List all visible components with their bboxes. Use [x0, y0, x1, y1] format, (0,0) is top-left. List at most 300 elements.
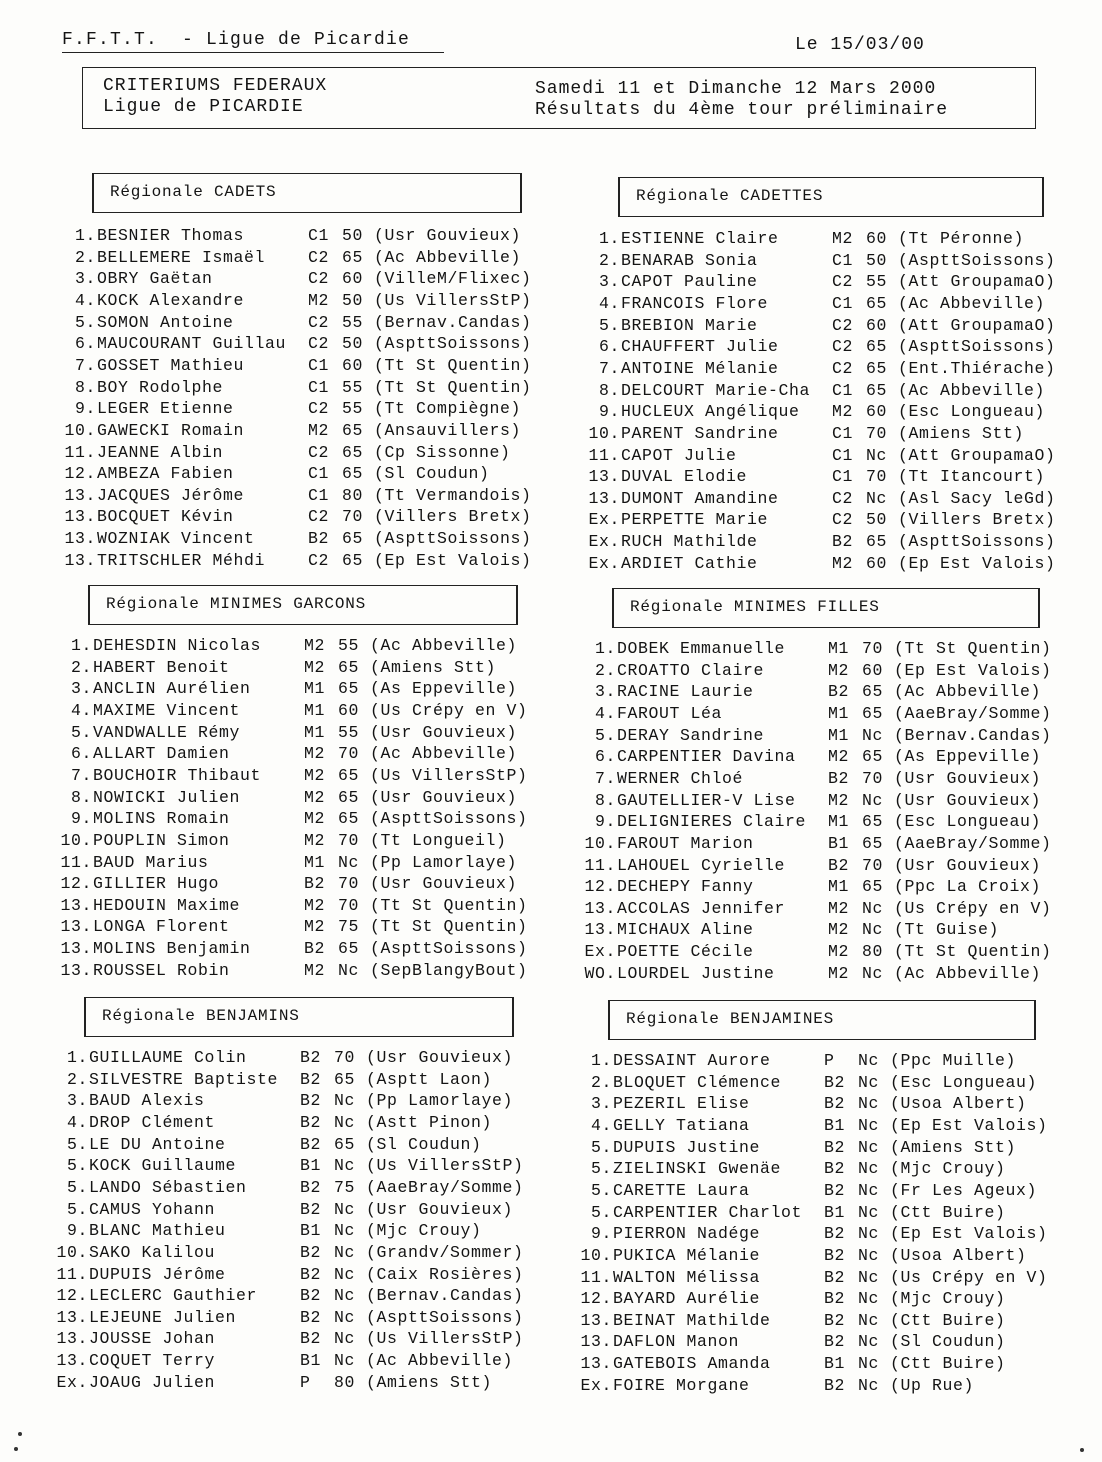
result-row — [584, 251, 1064, 273]
rank: 13. — [584, 898, 616, 918]
points: 65 — [342, 420, 364, 440]
club: (Tt Compiègne) — [374, 399, 522, 419]
club: (Up Rue) — [890, 1375, 975, 1395]
result-row — [60, 421, 540, 443]
category: M2 — [828, 963, 850, 983]
rank: 9. — [66, 1221, 88, 1241]
competition-title: CRITERIUMS FEDERAUX — [103, 76, 328, 96]
points: Nc — [334, 1156, 356, 1176]
category: B2 — [828, 855, 850, 875]
category: B2 — [304, 874, 326, 894]
player-name: BELLEMERE Ismaël — [97, 247, 266, 267]
club: (AspttSoissons) — [898, 250, 1056, 270]
result-row — [576, 1051, 1056, 1073]
category: M2 — [304, 744, 326, 764]
club: (Ep Est Valois) — [890, 1224, 1048, 1244]
category: C2 — [832, 315, 854, 335]
result-row — [52, 1286, 532, 1308]
rank: 13. — [60, 960, 92, 980]
rank: 4. — [590, 1115, 612, 1135]
rank: 5. — [66, 1177, 88, 1197]
points: 55 — [342, 377, 364, 397]
category: M2 — [304, 657, 326, 677]
player-name: ACCOLAS Jennifer — [617, 898, 786, 918]
rank: 4. — [66, 1112, 88, 1132]
rank: 7. — [70, 765, 92, 785]
club: (Amiens Stt) — [890, 1137, 1017, 1157]
player-name: BAUD Marius — [93, 852, 209, 872]
rank: 2. — [594, 660, 616, 680]
club: (Ep Est Valois) — [894, 660, 1052, 680]
rank: 10. — [584, 833, 616, 853]
category: B2 — [824, 1375, 846, 1395]
result-row — [576, 1289, 1056, 1311]
result-row — [584, 229, 1064, 251]
result-row — [580, 747, 1060, 769]
points: Nc — [862, 963, 884, 983]
category: M1 — [828, 703, 850, 723]
player-name: ALLART Damien — [93, 744, 230, 764]
points: 60 — [866, 229, 888, 248]
club: (Amiens Stt) — [366, 1372, 493, 1392]
club: (Tt St Quentin) — [894, 942, 1052, 962]
result-row — [580, 834, 1060, 856]
club: (Usr Gouvieux) — [894, 790, 1042, 810]
rank: 6. — [70, 744, 92, 764]
club: (AspttSoissons) — [366, 1307, 524, 1327]
player-name: DUPUIS Jérôme — [89, 1264, 226, 1284]
category: B2 — [304, 939, 326, 959]
club: (Us VillersStP) — [374, 290, 532, 310]
club: (Ac Abbeville) — [898, 380, 1046, 400]
player-name: PERPETTE Marie — [621, 510, 769, 530]
player-name: DECHEPY Fanny — [617, 877, 754, 897]
points: 65 — [866, 380, 888, 400]
category: C1 — [832, 467, 854, 487]
player-name: BEINAT Mathilde — [613, 1310, 771, 1330]
points: 70 — [338, 895, 360, 915]
club: (Pp Lamorlaye) — [366, 1091, 514, 1111]
rank: 10. — [60, 830, 92, 850]
category: M1 — [304, 852, 326, 872]
category: B2 — [300, 1048, 322, 1067]
result-row — [52, 1178, 532, 1200]
player-name: BENARAB Sonia — [621, 250, 758, 270]
points: Nc — [334, 1221, 356, 1241]
category: M2 — [832, 553, 854, 573]
points: 65 — [862, 877, 884, 897]
rank: 12. — [56, 1286, 88, 1306]
result-row — [576, 1246, 1056, 1268]
club: (Bernav.Candas) — [894, 725, 1052, 745]
points: Nc — [858, 1115, 880, 1135]
category: B2 — [824, 1159, 846, 1179]
rank: 8. — [70, 787, 92, 807]
category: B2 — [300, 1199, 322, 1219]
result-row — [60, 507, 540, 529]
club: (VilleM/Flixec) — [374, 269, 532, 289]
category: B2 — [824, 1180, 846, 1200]
category: C2 — [308, 334, 330, 354]
rank: 8. — [598, 380, 620, 400]
category: M1 — [828, 877, 850, 897]
result-row — [584, 316, 1064, 338]
player-name: LE DU Antoine — [89, 1134, 226, 1154]
points: Nc — [858, 1202, 880, 1222]
points: 65 — [338, 657, 360, 677]
points: 70 — [338, 874, 360, 894]
player-name: ANCLIN Aurélien — [93, 679, 251, 699]
result-row — [56, 874, 536, 896]
player-name: JACQUES Jérôme — [97, 485, 245, 505]
result-row — [52, 1156, 532, 1178]
category: M2 — [308, 290, 330, 310]
rank: 5. — [74, 312, 96, 332]
rank: 1. — [594, 639, 616, 658]
points: 70 — [338, 830, 360, 850]
club: (Ep Est Valois) — [374, 550, 532, 570]
category: B1 — [300, 1156, 322, 1176]
rank: 8. — [594, 790, 616, 810]
player-name: LONGA Florent — [93, 917, 230, 937]
category: C2 — [832, 337, 854, 357]
result-row — [56, 701, 536, 723]
rank: 2. — [598, 250, 620, 270]
points: Nc — [858, 1310, 880, 1330]
player-name: PEZERIL Elise — [613, 1094, 750, 1114]
rank: 13. — [580, 1354, 612, 1374]
club: (Usr Gouvieux) — [366, 1048, 514, 1067]
category: M2 — [828, 747, 850, 767]
result-row — [576, 1268, 1056, 1290]
club: (Tt St Quentin) — [894, 639, 1052, 658]
points: 65 — [862, 812, 884, 832]
club: (Sl Coudun) — [890, 1332, 1006, 1352]
club: (Att GroupamaO) — [898, 272, 1056, 292]
points: Nc — [338, 852, 360, 872]
club: (Tt St Quentin) — [374, 377, 532, 397]
points: 80 — [342, 485, 364, 505]
player-name: BAUD Alexis — [89, 1091, 205, 1111]
rank: 13. — [60, 917, 92, 937]
result-row — [576, 1354, 1056, 1376]
category: B2 — [300, 1112, 322, 1132]
player-name: HUCLEUX Angélique — [621, 402, 800, 422]
category: M2 — [828, 790, 850, 810]
result-row — [60, 291, 540, 313]
player-name: FRANCOIS Flore — [621, 293, 769, 313]
player-name: CARETTE Laura — [613, 1180, 750, 1200]
player-name: SOMON Antoine — [97, 312, 234, 332]
category: B1 — [824, 1202, 846, 1222]
club: (Ansauvillers) — [374, 420, 522, 440]
club: (Usr Gouvieux) — [370, 787, 518, 807]
player-name: POUPLIN Simon — [93, 830, 230, 850]
player-name: GUILLAUME Colin — [89, 1048, 247, 1067]
player-name: LAHOUEL Cyrielle — [617, 855, 786, 875]
rank: 7. — [594, 768, 616, 788]
rank: 13. — [56, 1307, 88, 1327]
points: 70 — [862, 639, 884, 658]
player-name: LANDO Sébastien — [89, 1177, 247, 1197]
rank: 5. — [66, 1134, 88, 1154]
result-row — [56, 766, 536, 788]
club: (Tt St Quentin) — [370, 917, 528, 937]
result-row — [580, 769, 1060, 791]
category: M2 — [308, 420, 330, 440]
club: (Ac Abbeville) — [370, 636, 518, 655]
player-name: LOURDEL Justine — [617, 963, 775, 983]
club: (Ac Abbeville) — [898, 293, 1046, 313]
points: 65 — [342, 464, 364, 484]
category: M2 — [304, 809, 326, 829]
points: Nc — [858, 1051, 880, 1070]
club: (As Eppeville) — [370, 679, 518, 699]
result-row — [60, 334, 540, 356]
result-row — [580, 704, 1060, 726]
rank: 1. — [590, 1051, 612, 1070]
document-date: Le 15/03/00 — [795, 35, 925, 55]
result-row — [56, 679, 536, 701]
points: 75 — [334, 1177, 356, 1197]
club: (Ep Est Valois) — [890, 1115, 1048, 1135]
result-row — [576, 1181, 1056, 1203]
club: (Esc Longueau) — [890, 1072, 1038, 1092]
club: (Usoa Albert) — [890, 1245, 1027, 1265]
club: (AaeBray/Somme) — [894, 833, 1052, 853]
result-row — [580, 877, 1060, 899]
rank: 13. — [60, 939, 92, 959]
club: (Bernav.Candas) — [374, 312, 532, 332]
result-row — [52, 1070, 532, 1092]
club: (Usr Gouvieux) — [370, 722, 518, 742]
event-dates: Samedi 11 et Dimanche 12 Mars 2000 — [535, 79, 937, 99]
category: C1 — [308, 464, 330, 484]
category: C1 — [832, 293, 854, 313]
points: 70 — [334, 1048, 356, 1067]
club: (Ppc Muille) — [890, 1051, 1017, 1070]
player-name: ANTOINE Mélanie — [621, 358, 779, 378]
club: (Ac Abbeville) — [894, 963, 1042, 983]
result-row — [580, 661, 1060, 683]
player-name: KOCK Guillaume — [89, 1156, 237, 1176]
player-name: MAXIME Vincent — [93, 700, 241, 720]
points: 55 — [338, 722, 360, 742]
section-header — [608, 1000, 1036, 1040]
category: C1 — [308, 355, 330, 375]
player-name: DESSAINT Aurore — [613, 1051, 771, 1070]
club: (Pp Lamorlaye) — [370, 852, 518, 872]
points: Nc — [334, 1242, 356, 1262]
result-row — [52, 1135, 532, 1157]
result-row — [52, 1243, 532, 1265]
points: 70 — [342, 507, 364, 527]
points: 55 — [338, 636, 360, 655]
result-row — [584, 294, 1064, 316]
club: (Usr Gouvieux) — [894, 768, 1042, 788]
player-name: RUCH Mathilde — [621, 532, 758, 552]
club: (Att GroupamaO) — [898, 315, 1056, 335]
category: B2 — [300, 1091, 322, 1111]
club: (Us VillersStP) — [370, 765, 528, 785]
player-name: BLANC Mathieu — [89, 1221, 226, 1241]
player-name: FOIRE Morgane — [613, 1375, 750, 1395]
points: Nc — [334, 1264, 356, 1284]
points: Nc — [858, 1137, 880, 1157]
points: 50 — [866, 510, 888, 530]
club: (Ctt Buire) — [890, 1202, 1006, 1222]
points: 65 — [334, 1134, 356, 1154]
points: 65 — [866, 293, 888, 313]
result-row — [580, 964, 1060, 986]
result-row — [56, 788, 536, 810]
title-banner — [82, 67, 1036, 129]
rank: 12. — [64, 464, 96, 484]
rank: 7. — [598, 358, 620, 378]
player-name: BOY Rodolphe — [97, 377, 224, 397]
club: (AspttSoissons) — [898, 337, 1056, 357]
result-row — [584, 359, 1064, 381]
club: (Ac Abbeville) — [366, 1351, 514, 1371]
player-name: DUPUIS Justine — [613, 1137, 761, 1157]
category: C2 — [308, 507, 330, 527]
player-name: PARENT Sandrine — [621, 423, 779, 443]
points: 75 — [338, 917, 360, 937]
rank: 13. — [580, 1310, 612, 1330]
club: (Ppc La Croix) — [894, 877, 1042, 897]
result-row — [60, 313, 540, 335]
section-title: Régionale MINIMES GARCONS — [106, 595, 367, 613]
club: (Mjc Crouy) — [366, 1221, 482, 1241]
rank: 5. — [66, 1199, 88, 1219]
result-row — [580, 682, 1060, 704]
rank: 4. — [74, 290, 96, 310]
result-row — [584, 272, 1064, 294]
category: C1 — [308, 485, 330, 505]
result-row — [60, 486, 540, 508]
result-row — [52, 1113, 532, 1135]
scan-speck — [1080, 1448, 1084, 1452]
club: (Caix Rosières) — [366, 1264, 524, 1284]
section-header — [618, 177, 1044, 217]
club: (AspttSoissons) — [370, 809, 528, 829]
result-row — [576, 1311, 1056, 1333]
player-name: BOCQUET Kévin — [97, 507, 234, 527]
category: M1 — [828, 639, 850, 658]
player-name: JOUSSE Johan — [89, 1329, 216, 1349]
player-name: GAUTELLIER-V Lise — [617, 790, 796, 810]
rank: 6. — [598, 337, 620, 357]
club: (Usr Gouvieux) — [370, 874, 518, 894]
player-name: GOSSET Mathieu — [97, 355, 245, 375]
scan-speck — [18, 1432, 22, 1436]
player-name: LEGER Etienne — [97, 399, 234, 419]
rank: Ex. — [580, 1375, 612, 1395]
points: 55 — [866, 272, 888, 292]
result-row — [56, 658, 536, 680]
points: 65 — [342, 247, 364, 267]
rank: 3. — [66, 1091, 88, 1111]
result-row — [584, 402, 1064, 424]
points: Nc — [334, 1329, 356, 1349]
category: C1 — [308, 377, 330, 397]
points: 65 — [866, 358, 888, 378]
rank: 5. — [590, 1159, 612, 1179]
result-row — [576, 1224, 1056, 1246]
rank: 12. — [580, 1289, 612, 1309]
points: 65 — [866, 532, 888, 552]
rank: 13. — [580, 1332, 612, 1352]
rank: 5. — [590, 1180, 612, 1200]
rank: 13. — [56, 1329, 88, 1349]
points: 65 — [338, 809, 360, 829]
result-row — [576, 1332, 1056, 1354]
rank: 3. — [594, 682, 616, 702]
rank: 9. — [70, 809, 92, 829]
points: 70 — [338, 744, 360, 764]
rank: 1. — [598, 229, 620, 248]
rank: 13. — [584, 920, 616, 940]
rank: 7. — [74, 355, 96, 375]
section-title: Régionale CADETTES — [636, 187, 824, 205]
header-underline — [62, 52, 444, 53]
rank: 10. — [56, 1242, 88, 1262]
club: (Asptt Laon) — [366, 1069, 493, 1089]
player-name: DELIGNIERES Claire — [617, 812, 807, 832]
club: (Tt Vermandois) — [374, 485, 532, 505]
player-name: DROP Clément — [89, 1112, 216, 1132]
points: Nc — [334, 1351, 356, 1371]
category: C2 — [308, 399, 330, 419]
category: M1 — [304, 700, 326, 720]
result-row — [576, 1094, 1056, 1116]
category: B2 — [300, 1264, 322, 1284]
club: (AaeBray/Somme) — [894, 703, 1052, 723]
player-name: KOCK Alexandre — [97, 290, 245, 310]
result-row — [60, 269, 540, 291]
club: (Tt St Quentin) — [370, 895, 528, 915]
category: B2 — [300, 1177, 322, 1197]
club: (AaeBray/Somme) — [366, 1177, 524, 1197]
category: C2 — [832, 510, 854, 530]
result-row — [56, 917, 536, 939]
result-row — [52, 1200, 532, 1222]
points: Nc — [334, 1307, 356, 1327]
points: 70 — [866, 423, 888, 443]
section-title: Régionale BENJAMINES — [626, 1010, 835, 1028]
points: Nc — [334, 1091, 356, 1111]
points: Nc — [858, 1072, 880, 1092]
player-name: CAMUS Yohann — [89, 1199, 216, 1219]
player-name: WOZNIAK Vincent — [97, 529, 255, 549]
club: (Tt Longueil) — [370, 830, 507, 850]
club: (Esc Longueau) — [894, 812, 1042, 832]
result-row — [584, 424, 1064, 446]
club: (Us Crépy en V) — [894, 898, 1052, 918]
player-name: PUKICA Mélanie — [613, 1245, 761, 1265]
rank: 2. — [70, 657, 92, 677]
result-row — [580, 920, 1060, 942]
section-title: Régionale BENJAMINS — [102, 1007, 300, 1025]
rank: 9. — [74, 399, 96, 419]
result-row — [584, 489, 1064, 511]
player-name: JOAUG Julien — [89, 1372, 216, 1392]
club: (Mjc Crouy) — [890, 1159, 1006, 1179]
category: B2 — [300, 1242, 322, 1262]
club: (Ac Abbeville) — [374, 247, 522, 267]
result-row — [52, 1048, 532, 1070]
club: (Ent.Thiérache) — [898, 358, 1056, 378]
